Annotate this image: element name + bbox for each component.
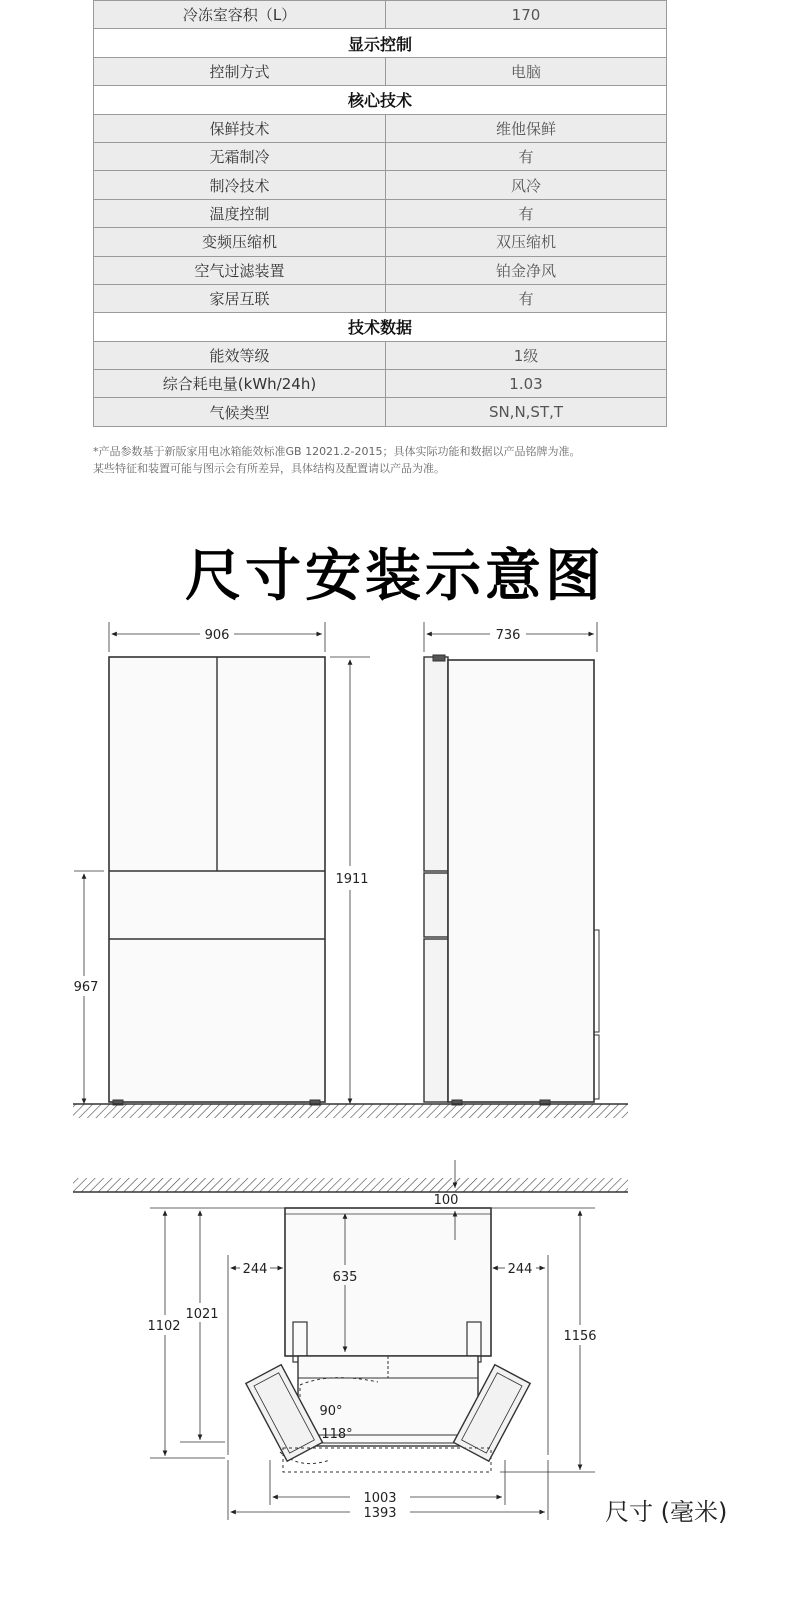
spec-section-title: 技术数据 bbox=[94, 313, 667, 341]
spec-key: 温度控制 bbox=[94, 199, 386, 227]
unit-label: 尺寸 (毫米) bbox=[605, 1498, 728, 1526]
spec-value: 风冷 bbox=[386, 171, 667, 199]
dim-rear-gap: 100 bbox=[433, 1193, 459, 1208]
dim-depth: 736 bbox=[495, 628, 521, 643]
spec-value: 双压缩机 bbox=[386, 228, 667, 256]
spec-value: SN,N,ST,T bbox=[386, 398, 667, 426]
dim-width: 906 bbox=[204, 628, 230, 643]
dim-side-left: 244 bbox=[242, 1262, 268, 1277]
spec-key: 空气过滤装置 bbox=[94, 256, 386, 284]
spec-key: 气候类型 bbox=[94, 398, 386, 426]
spec-key: 变频压缩机 bbox=[94, 228, 386, 256]
spec-value: 铂金净风 bbox=[386, 256, 667, 284]
note-line-1: *产品参数基于新版家用电冰箱能效标准GB 12021.2-2015；具体实际功能和数据以产品铭牌为准。 bbox=[93, 445, 581, 458]
top-view bbox=[150, 1160, 595, 1520]
dim-angle-90: 90° bbox=[319, 1404, 343, 1419]
dim-inner-depth: 635 bbox=[332, 1270, 358, 1285]
spec-key: 保鲜技术 bbox=[94, 114, 386, 142]
floor-hatch bbox=[73, 1104, 628, 1118]
dim-angle-118: 118° bbox=[321, 1427, 353, 1442]
spec-key: 综合耗电量(kWh/24h) bbox=[94, 370, 386, 398]
spec-value: 电脑 bbox=[386, 57, 667, 85]
spec-value: 有 bbox=[386, 142, 667, 170]
spec-value: 1级 bbox=[386, 341, 667, 369]
dim-open-1003: 1003 bbox=[363, 1491, 397, 1506]
dim-1102: 1102 bbox=[147, 1319, 181, 1334]
spec-key: 控制方式 bbox=[94, 57, 386, 85]
spec-key: 无霜制冷 bbox=[94, 142, 386, 170]
front-view bbox=[74, 622, 370, 1105]
side-view bbox=[424, 622, 599, 1105]
diagram-title: 尺寸安装示意图 bbox=[185, 544, 605, 609]
spec-value: 维他保鲜 bbox=[386, 114, 667, 142]
spec-value: 1.03 bbox=[386, 370, 667, 398]
dim-side-right: 244 bbox=[507, 1262, 533, 1277]
wall-hatch bbox=[73, 1178, 628, 1192]
spec-key: 能效等级 bbox=[94, 341, 386, 369]
spec-value: 有 bbox=[386, 199, 667, 227]
spec-value: 170 bbox=[386, 1, 667, 29]
spec-key: 制冷技术 bbox=[94, 171, 386, 199]
dim-height: 1911 bbox=[335, 872, 369, 887]
spec-key: 冷冻室容积（L） bbox=[94, 1, 386, 29]
spec-key: 家居互联 bbox=[94, 284, 386, 312]
dim-1021: 1021 bbox=[185, 1307, 219, 1322]
spec-section-title: 显示控制 bbox=[94, 29, 667, 57]
dim-lower-height: 967 bbox=[73, 980, 99, 995]
spec-section-title: 核心技术 bbox=[94, 86, 667, 114]
spec-value: 有 bbox=[386, 284, 667, 312]
dim-1156: 1156 bbox=[563, 1329, 597, 1344]
dim-open-1393: 1393 bbox=[363, 1506, 397, 1521]
note-line-2: 某些特征和装置可能与图示会有所差异，具体结构及配置请以产品为准。 bbox=[93, 462, 445, 475]
